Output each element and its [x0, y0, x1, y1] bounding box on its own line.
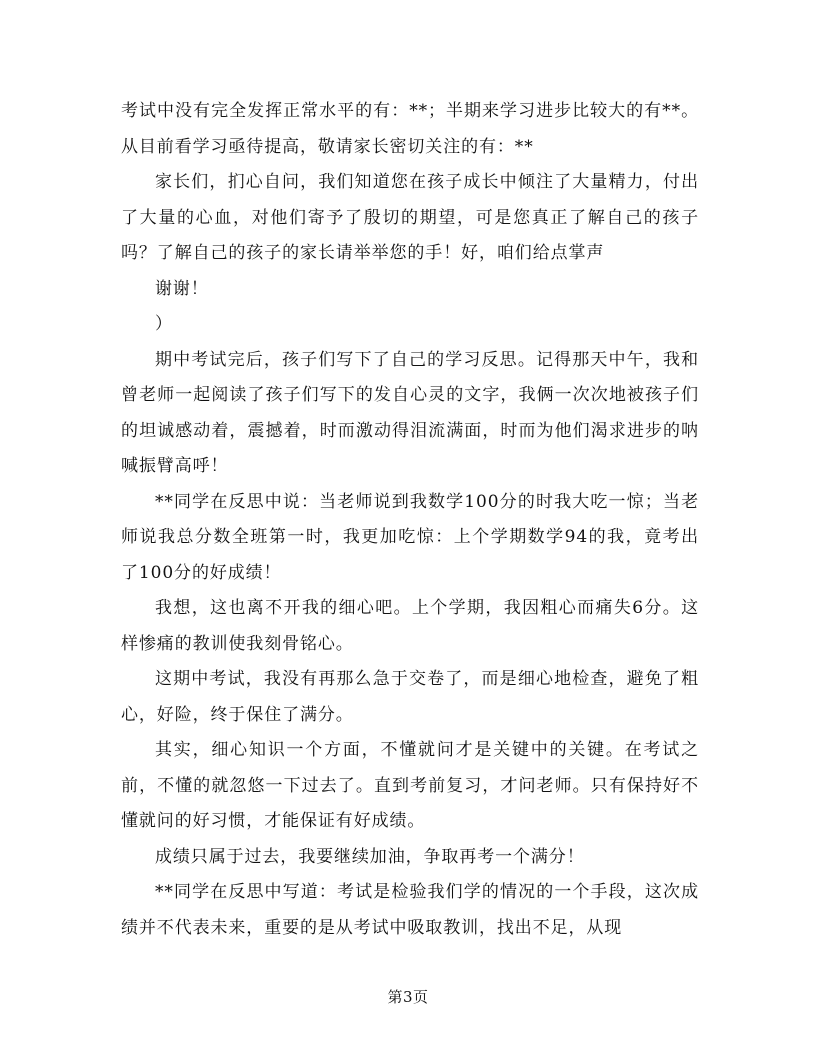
document-body	[121, 94, 699, 946]
paragraph: 谢谢！	[155, 278, 209, 299]
paragraph: **同学在反思中说：当老师说到我数学100分的时我大吃一惊；当老师说我总分数全班第一时，我更加吃惊：上个学期数学94的我，竟考出了100分的好成绩！	[121, 491, 699, 583]
paragraph: **同学在反思中写道：考试是检验我们学的情况的一个手段，这次成绩并不代表未来，重要的是从考试中吸取教训，找出不足，从现	[121, 882, 699, 938]
paragraph: 考试中没有完全发挥正常水平的有：**；半期来学习进步比较大的有**。从目前看学习亟待提高，敬请家长密切关注的有：**	[121, 101, 699, 157]
paragraph: 成绩只属于过去，我要继续加油，争取再考一个满分！	[155, 846, 585, 867]
page-number: 第3页	[387, 988, 429, 1006]
paragraph: 我想，这也离不开我的细心吧。上个学期，我因粗心而痛失6分。这样惨痛的教训使我刻骨铭心。	[121, 598, 699, 654]
paragraph: 家长们，扪心自问，我们知道您在孩子成长中倾注了大量精力，付出了大量的心血，对他们寄予了殷切的期望，可是您真正了解自己的孩子吗？了解自己的孩子的家长请举举您的手！好，咱们给点掌声	[121, 172, 699, 263]
paragraph: ）	[155, 314, 173, 334]
paragraph: 这期中考试，我没有再那么急于交卷了，而是细心地检查，避免了粗心，好险，终于保住了满分。	[121, 669, 699, 725]
paragraph: 期中考试完后，孩子们写下了自己的学习反思。记得那天中午，我和曾老师一起阅读了孩子们写下的发自心灵的文字，我俩一次次地被孩子们的坦诚感动着，震撼着，时而激动得泪流满面，时而为他们渴求进步的呐喊振臂高呼！	[121, 349, 699, 476]
paragraph: 其实，细心知识一个方面，不懂就问才是关键中的关键。在考试之前，不懂的就忽悠一下过去了。直到考前复习，才问老师。只有保持好不懂就问的好习惯，才能保证有好成绩。	[121, 740, 699, 831]
